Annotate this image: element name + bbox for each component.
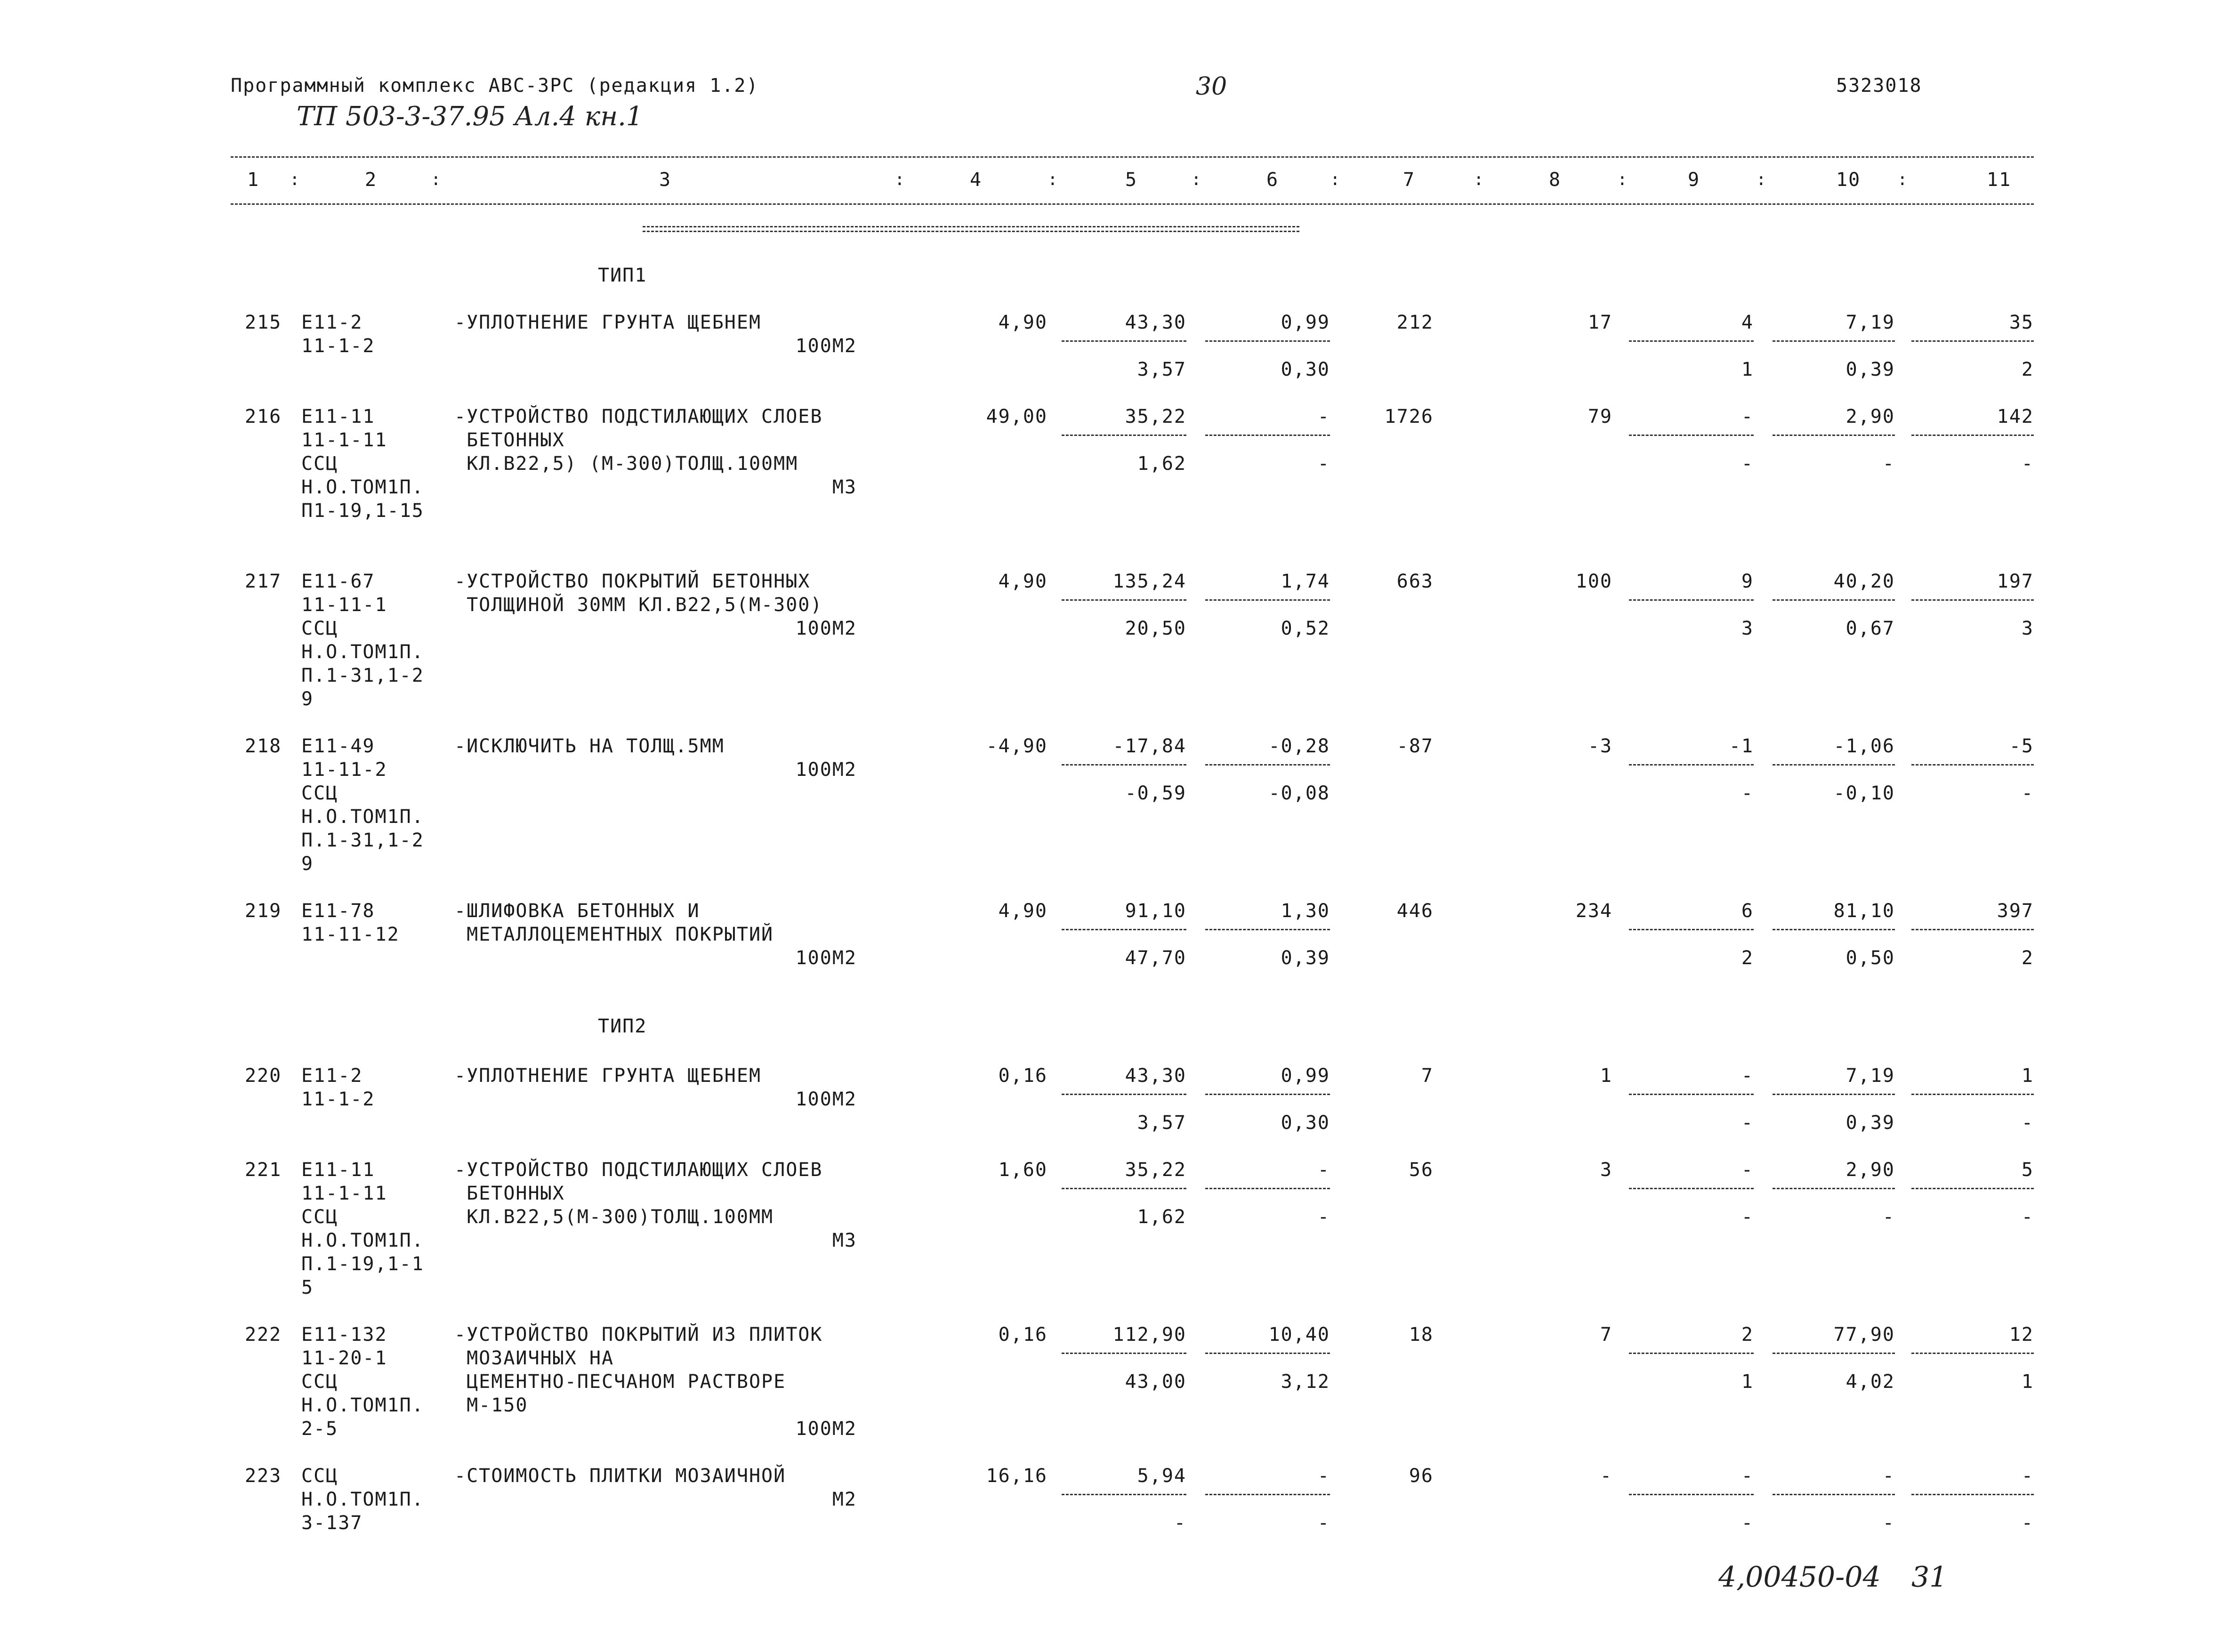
- cell-c5-top: 43,30: [1125, 312, 1186, 333]
- cell-divider: [1629, 340, 1754, 342]
- wages-total: -: [1600, 1465, 1612, 1487]
- wages-total: 1: [1600, 1065, 1612, 1087]
- cell-c6-bottom: 0,52: [1281, 618, 1330, 639]
- cell-c6-bottom: 0,30: [1281, 359, 1330, 380]
- total-cost: 56: [1409, 1159, 1434, 1181]
- row-number: 222: [245, 1324, 282, 1346]
- cell-c6-top: -: [1317, 1465, 1330, 1487]
- cell-c6-top: 1,74: [1281, 571, 1330, 592]
- total-cost: 1726: [1384, 406, 1434, 427]
- cell-c5-bottom: 43,00: [1125, 1371, 1186, 1393]
- cell-c5-bottom: 47,70: [1125, 947, 1186, 969]
- cell-divider: [1773, 764, 1895, 766]
- cell-c9-top: 2: [1741, 1324, 1754, 1346]
- norm-code: Е11-11: [301, 1159, 375, 1181]
- cell-divider: [1911, 435, 2034, 436]
- norm-code: ССЦ: [301, 1206, 338, 1228]
- work-description: -УПЛОТНЕНИЕ ГРУНТА ЩЕБНЕМ: [454, 1065, 762, 1087]
- cell-c9-top: -: [1741, 1065, 1754, 1087]
- column-separator: :: [431, 170, 441, 189]
- cell-divider: [1629, 435, 1754, 436]
- unit-of-measure: 100М2: [795, 1088, 857, 1110]
- norm-code: 9: [301, 688, 314, 710]
- norm-code: Н.О.ТОМ1П.: [301, 1230, 424, 1251]
- cell-c11-top: 5: [2021, 1159, 2034, 1181]
- cell-c10-bottom: -: [1882, 453, 1895, 475]
- cell-c10-bottom: -: [1882, 1512, 1895, 1534]
- cell-c10-top: 81,10: [1833, 900, 1895, 922]
- unit-of-measure: 100М2: [795, 618, 857, 639]
- work-description: -ИСКЛЮЧИТЬ НА ТОЛЩ.5ММ: [454, 735, 725, 757]
- column-separator: :: [1330, 170, 1340, 189]
- norm-code: 11-11-12: [301, 924, 400, 945]
- row-number: 218: [245, 735, 282, 757]
- cell-c11-top: -5: [2009, 735, 2034, 757]
- column-separator: :: [894, 170, 905, 189]
- cell-c9-top: -: [1741, 1159, 1754, 1181]
- unit-of-measure: 100М2: [795, 1418, 857, 1440]
- cell-divider: [1773, 1188, 1895, 1189]
- norm-code: Е11-2: [301, 1065, 363, 1087]
- quantity: 0,16: [998, 1324, 1048, 1346]
- cell-divider: [1062, 435, 1186, 436]
- cell-divider: [1062, 340, 1186, 342]
- work-description: -УСТРОЙСТВО ПОДСТИЛАЮЩИХ СЛОЕВ: [454, 406, 823, 427]
- cell-c6-bottom: 3,12: [1281, 1371, 1330, 1393]
- column-separator: :: [1191, 170, 1201, 189]
- work-description: -УСТРОЙСТВО ПОКРЫТИЙ БЕТОННЫХ: [454, 571, 811, 592]
- handwritten-footer-note: 4,00450-04: [1718, 1561, 1881, 1594]
- row-number: 223: [245, 1465, 282, 1487]
- cell-c9-bottom: -: [1741, 1206, 1754, 1228]
- cell-c10-bottom: 4,02: [1845, 1371, 1895, 1393]
- cell-c10-top: -: [1882, 1465, 1895, 1487]
- cell-c5-bottom: 1,62: [1137, 453, 1186, 475]
- section-title-type2: ТИП2: [598, 1015, 647, 1037]
- wages-total: 3: [1600, 1159, 1612, 1181]
- total-cost: 212: [1396, 312, 1434, 333]
- cell-divider: [1773, 340, 1895, 342]
- norm-code: 11-11-1: [301, 594, 387, 616]
- norm-code: 11-20-1: [301, 1347, 387, 1369]
- cell-c5-top: 135,24: [1112, 571, 1186, 592]
- program-title: Программный комплекс АВС-3РС (редакция 1.2): [231, 75, 759, 97]
- column-number: 10: [1836, 169, 1861, 191]
- cell-c5-bottom: 3,57: [1137, 1112, 1186, 1134]
- page-number: 30: [1196, 73, 1227, 101]
- norm-code: ССЦ: [301, 1465, 338, 1487]
- handwritten-reference: ТП 503-3-37.95 Ал.4 кн.1: [297, 101, 643, 132]
- quantity: 16,16: [986, 1465, 1048, 1487]
- cell-c9-top: -: [1741, 1465, 1754, 1487]
- cell-c11-bottom: -: [2021, 1112, 2034, 1134]
- quantity: 4,90: [998, 900, 1048, 922]
- quantity: 49,00: [986, 406, 1048, 427]
- cell-c5-bottom: -0,59: [1125, 782, 1186, 804]
- cell-divider: [1911, 764, 2034, 766]
- norm-code: ССЦ: [301, 782, 338, 804]
- wages-total: 234: [1575, 900, 1612, 922]
- cell-divider: [1062, 929, 1186, 930]
- norm-code: П.1-31,1-2: [301, 665, 424, 686]
- double-rule: [643, 226, 1299, 232]
- cell-c11-top: 35: [2009, 312, 2034, 333]
- norm-code: 11-1-11: [301, 429, 387, 451]
- unit-of-measure: М3: [832, 476, 857, 498]
- document-code: 5323018: [1836, 75, 1922, 97]
- total-cost: 96: [1409, 1465, 1434, 1487]
- work-description: ЦЕМЕНТНО-ПЕСЧАНОМ РАСТВОРЕ: [454, 1371, 786, 1393]
- column-separator: :: [290, 170, 300, 189]
- norm-code: П.1-19,1-1: [301, 1253, 424, 1275]
- column-number: 8: [1549, 169, 1562, 191]
- cell-c11-bottom: 3: [2021, 618, 2034, 639]
- total-cost: 7: [1421, 1065, 1434, 1087]
- cell-divider: [1629, 599, 1754, 601]
- unit-of-measure: М3: [832, 1230, 857, 1251]
- cell-c10-bottom: 0,39: [1845, 1112, 1895, 1134]
- quantity: -4,90: [986, 735, 1048, 757]
- norm-code: ССЦ: [301, 618, 338, 639]
- norm-code: Н.О.ТОМ1П.: [301, 1394, 424, 1416]
- cell-divider: [1911, 1494, 2034, 1495]
- norm-code: 2-5: [301, 1418, 338, 1440]
- total-cost: 663: [1396, 571, 1434, 592]
- work-description: БЕТОННЫХ: [454, 429, 565, 451]
- column-number: 1: [247, 169, 260, 191]
- work-description: КЛ.В22,5(М-300)ТОЛЩ.100ММ: [454, 1206, 774, 1228]
- cell-c5-bottom: 1,62: [1137, 1206, 1186, 1228]
- cell-c5-top: 35,22: [1125, 406, 1186, 427]
- cell-divider: [1205, 1188, 1330, 1189]
- cell-c6-top: -: [1317, 1159, 1330, 1181]
- column-separator: :: [1048, 170, 1058, 189]
- cell-c10-bottom: 0,67: [1845, 618, 1895, 639]
- cell-c6-top: -: [1317, 406, 1330, 427]
- cell-divider: [1205, 1353, 1330, 1354]
- cell-c5-top: 35,22: [1125, 1159, 1186, 1181]
- work-description: МЕТАЛЛОЦЕМЕНТНЫХ ПОКРЫТИЙ: [454, 924, 774, 945]
- column-number: 3: [659, 169, 672, 191]
- handwritten-footer-page: 31: [1911, 1561, 1948, 1594]
- norm-code: П.1-31,1-2: [301, 830, 424, 851]
- cell-divider: [1773, 929, 1895, 930]
- cell-c9-bottom: 3: [1741, 618, 1754, 639]
- cell-divider: [1062, 1494, 1186, 1495]
- cell-divider: [1062, 764, 1186, 766]
- cell-c11-bottom: -: [2021, 453, 2034, 475]
- norm-code: Н.О.ТОМ1П.: [301, 806, 424, 828]
- norm-code: 11-1-11: [301, 1183, 387, 1204]
- cell-c9-bottom: 2: [1741, 947, 1754, 969]
- cell-c10-bottom: -: [1882, 1206, 1895, 1228]
- norm-code: Е11-78: [301, 900, 375, 922]
- cell-divider: [1629, 1494, 1754, 1495]
- cell-divider: [1773, 1494, 1895, 1495]
- column-number: 4: [970, 169, 983, 191]
- cell-c10-top: -1,06: [1833, 735, 1895, 757]
- column-number: 7: [1403, 169, 1416, 191]
- cell-c5-bottom: 3,57: [1137, 359, 1186, 380]
- cell-c9-top: 9: [1741, 571, 1754, 592]
- quantity: 0,16: [998, 1065, 1048, 1087]
- column-number: 11: [1987, 169, 2012, 191]
- cell-c6-top: 0,99: [1281, 312, 1330, 333]
- norm-code: 5: [301, 1277, 314, 1298]
- cell-c6-bottom: -: [1317, 1512, 1330, 1534]
- row-number: 217: [245, 571, 282, 592]
- cell-c9-bottom: -: [1741, 453, 1754, 475]
- cell-c9-top: 6: [1741, 900, 1754, 922]
- quantity: 1,60: [998, 1159, 1048, 1181]
- cell-divider: [1062, 1188, 1186, 1189]
- norm-code: Н.О.ТОМ1П.: [301, 476, 424, 498]
- wages-total: 7: [1600, 1324, 1612, 1346]
- work-description: МОЗАИЧНЫХ НА: [454, 1347, 614, 1369]
- cell-c10-top: 2,90: [1845, 406, 1895, 427]
- column-number: 6: [1266, 169, 1279, 191]
- cell-c9-bottom: -: [1741, 1112, 1754, 1134]
- unit-of-measure: 100М2: [795, 759, 857, 781]
- wages-total: 17: [1587, 312, 1612, 333]
- cell-c5-bottom: 20,50: [1125, 618, 1186, 639]
- work-description: -УПЛОТНЕНИЕ ГРУНТА ЩЕБНЕМ: [454, 312, 762, 333]
- work-description: -УСТРОЙСТВО ПОДСТИЛАЮЩИХ СЛОЕВ: [454, 1159, 823, 1181]
- cell-c6-top: 1,30: [1281, 900, 1330, 922]
- cell-divider: [1205, 764, 1330, 766]
- cell-divider: [1911, 599, 2034, 601]
- cell-divider: [1629, 1188, 1754, 1189]
- wages-total: -3: [1587, 735, 1612, 757]
- cell-c6-bottom: 0,30: [1281, 1112, 1330, 1134]
- cell-divider: [1911, 340, 2034, 342]
- norm-code: П1-19,1-15: [301, 500, 424, 522]
- cell-divider: [1911, 1353, 2034, 1354]
- cell-c10-top: 77,90: [1833, 1324, 1895, 1346]
- unit-of-measure: М2: [832, 1489, 857, 1510]
- row-number: 220: [245, 1065, 282, 1087]
- norm-code: Н.О.ТОМ1П.: [301, 1489, 424, 1510]
- cell-c9-bottom: -: [1741, 1512, 1754, 1534]
- cell-c11-bottom: 2: [2021, 359, 2034, 380]
- column-separator: :: [1474, 170, 1484, 189]
- cell-c11-top: 1: [2021, 1065, 2034, 1087]
- cell-divider: [1629, 1094, 1754, 1095]
- cell-c6-bottom: -0,08: [1268, 782, 1330, 804]
- cell-divider: [1205, 929, 1330, 930]
- quantity: 4,90: [998, 312, 1048, 333]
- header-bottom-rule: [231, 203, 2034, 205]
- cell-c5-top: 5,94: [1137, 1465, 1186, 1487]
- cell-c11-top: 397: [1997, 900, 2034, 922]
- cell-divider: [1629, 1353, 1754, 1354]
- norm-code: Е11-67: [301, 571, 375, 592]
- cell-divider: [1911, 1188, 2034, 1189]
- norm-code: Е11-11: [301, 406, 375, 427]
- row-number: 215: [245, 312, 282, 333]
- row-number: 221: [245, 1159, 282, 1181]
- work-description: -ШЛИФОВКА БЕТОННЫХ И: [454, 900, 700, 922]
- row-number: 216: [245, 406, 282, 427]
- cell-divider: [1205, 340, 1330, 342]
- cell-c10-top: 2,90: [1845, 1159, 1895, 1181]
- cell-divider: [1205, 1094, 1330, 1095]
- cell-divider: [1205, 1494, 1330, 1495]
- cell-divider: [1773, 599, 1895, 601]
- unit-of-measure: 100М2: [795, 335, 857, 357]
- cell-c9-bottom: -: [1741, 782, 1754, 804]
- cell-c10-bottom: 0,50: [1845, 947, 1895, 969]
- cell-divider: [1773, 435, 1895, 436]
- cell-divider: [1911, 1094, 2034, 1095]
- norm-code: 11-1-2: [301, 1088, 375, 1110]
- cell-c11-top: 197: [1997, 571, 2034, 592]
- cell-c5-top: 112,90: [1112, 1324, 1186, 1346]
- column-number: 9: [1688, 169, 1700, 191]
- quantity: 4,90: [998, 571, 1048, 592]
- cell-c9-top: 4: [1741, 312, 1754, 333]
- column-number: 2: [365, 169, 378, 191]
- work-description: ТОЛЩИНОЙ 30ММ КЛ.В22,5(М-300): [454, 594, 823, 616]
- header-top-rule: [231, 156, 2034, 158]
- cell-c10-bottom: 0,39: [1845, 359, 1895, 380]
- cell-divider: [1911, 929, 2034, 930]
- cell-c9-top: -: [1741, 406, 1754, 427]
- cell-c10-top: 7,19: [1845, 312, 1895, 333]
- unit-of-measure: 100М2: [795, 947, 857, 969]
- cell-c11-top: -: [2021, 1465, 2034, 1487]
- column-separator: :: [1756, 170, 1766, 189]
- cell-c5-top: 43,30: [1125, 1065, 1186, 1087]
- row-number: 219: [245, 900, 282, 922]
- cell-c9-bottom: 1: [1741, 1371, 1754, 1393]
- norm-code: Е11-49: [301, 735, 375, 757]
- work-description: БЕТОННЫХ: [454, 1183, 565, 1204]
- cell-c6-bottom: -: [1317, 1206, 1330, 1228]
- cell-c11-top: 142: [1997, 406, 2034, 427]
- norm-code: 3-137: [301, 1512, 363, 1534]
- cell-c10-top: 40,20: [1833, 571, 1895, 592]
- cell-c11-top: 12: [2009, 1324, 2034, 1346]
- norm-code: ССЦ: [301, 453, 338, 475]
- total-cost: -87: [1396, 735, 1434, 757]
- cell-c6-bottom: -: [1317, 453, 1330, 475]
- total-cost: 18: [1409, 1324, 1434, 1346]
- cell-divider: [1062, 1094, 1186, 1095]
- cell-divider: [1205, 435, 1330, 436]
- norm-code: 9: [301, 853, 314, 875]
- cell-divider: [1629, 929, 1754, 930]
- wages-total: 79: [1587, 406, 1612, 427]
- work-description: -УСТРОЙСТВО ПОКРЫТИЙ ИЗ ПЛИТОК: [454, 1324, 823, 1346]
- cell-c11-bottom: -: [2021, 1512, 2034, 1534]
- cell-divider: [1062, 1353, 1186, 1354]
- cell-c6-bottom: 0,39: [1281, 947, 1330, 969]
- norm-code: Н.О.ТОМ1П.: [301, 641, 424, 663]
- column-separator: :: [1897, 170, 1908, 189]
- norm-code: ССЦ: [301, 1371, 338, 1393]
- wages-total: 100: [1575, 571, 1612, 592]
- cell-c5-top: -17,84: [1112, 735, 1186, 757]
- cell-c6-top: 10,40: [1268, 1324, 1330, 1346]
- work-description: -СТОИМОСТЬ ПЛИТКИ МОЗАИЧНОЙ: [454, 1465, 786, 1487]
- cell-c9-top: -1: [1729, 735, 1754, 757]
- cell-c11-bottom: 1: [2021, 1371, 2034, 1393]
- section-title-type1: ТИП1: [598, 265, 647, 286]
- norm-code: 11-1-2: [301, 335, 375, 357]
- cell-c10-bottom: -0,10: [1833, 782, 1895, 804]
- cell-divider: [1773, 1094, 1895, 1095]
- work-description: КЛ.В22,5) (М-300)ТОЛЩ.100ММ: [454, 453, 798, 475]
- cell-divider: [1629, 764, 1754, 766]
- norm-code: Е11-132: [301, 1324, 387, 1346]
- column-separator: :: [1617, 170, 1628, 189]
- cell-c11-bottom: -: [2021, 782, 2034, 804]
- cell-c5-bottom: -: [1174, 1512, 1186, 1534]
- cell-c11-bottom: 2: [2021, 947, 2034, 969]
- cell-c6-top: -0,28: [1268, 735, 1330, 757]
- cell-c6-top: 0,99: [1281, 1065, 1330, 1087]
- norm-code: 11-11-2: [301, 759, 387, 781]
- cell-c10-top: 7,19: [1845, 1065, 1895, 1087]
- cell-divider: [1062, 599, 1186, 601]
- cell-divider: [1205, 599, 1330, 601]
- cell-c9-bottom: 1: [1741, 359, 1754, 380]
- cell-c11-bottom: -: [2021, 1206, 2034, 1228]
- cell-divider: [1773, 1353, 1895, 1354]
- cell-c5-top: 91,10: [1125, 900, 1186, 922]
- work-description: М-150: [454, 1394, 528, 1416]
- norm-code: Е11-2: [301, 312, 363, 333]
- column-number: 5: [1125, 169, 1138, 191]
- total-cost: 446: [1396, 900, 1434, 922]
